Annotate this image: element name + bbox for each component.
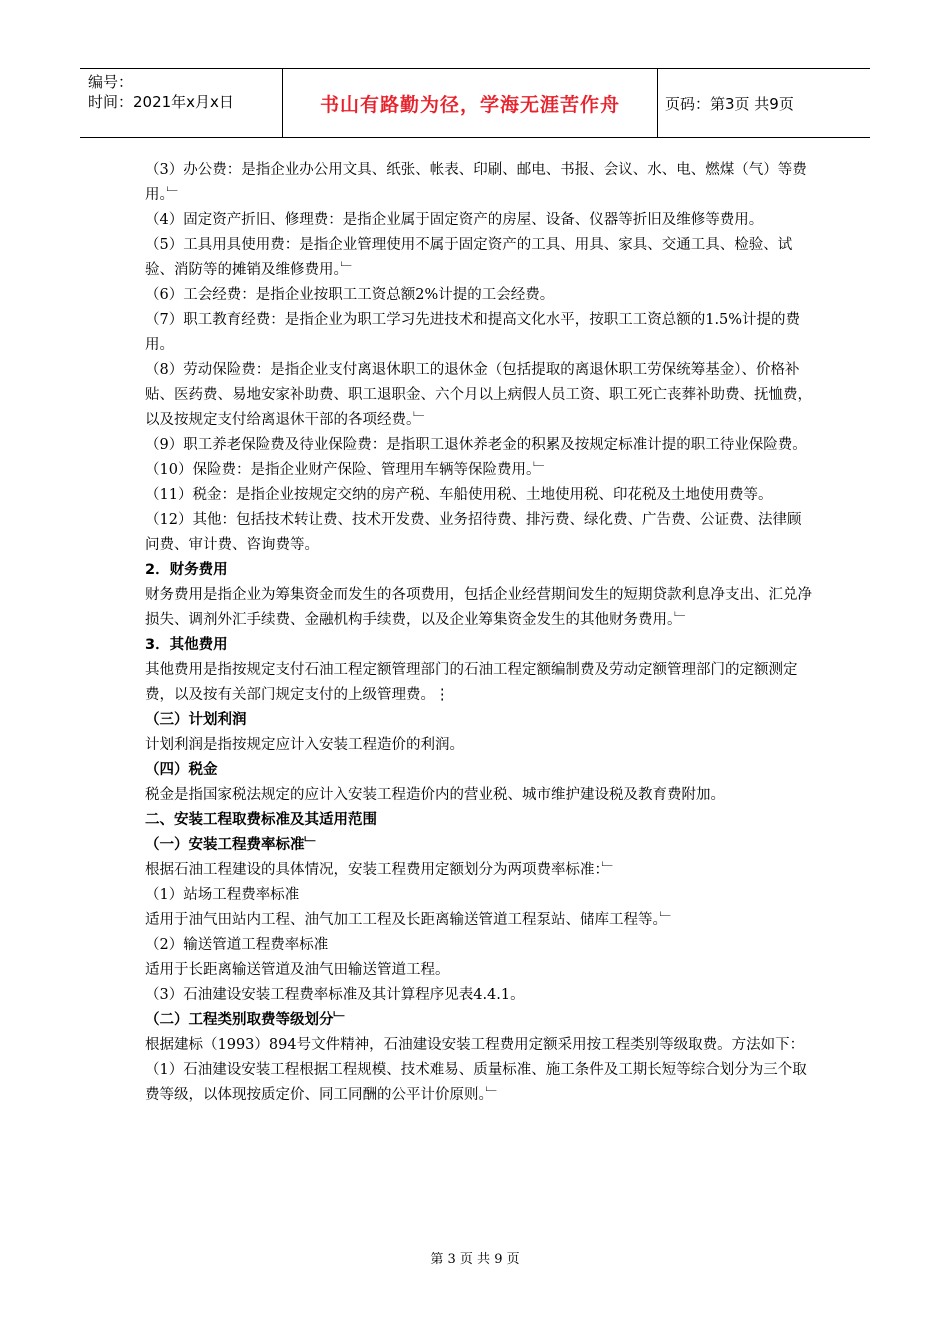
header-left-cell	[80, 69, 282, 137]
paragraph: （4）固定资产折旧、修理费：是指企业属于固定资产的房屋、设备、仪器等折旧及维修等费用。	[145, 212, 764, 228]
section-heading: （四）税金	[145, 762, 218, 778]
section-heading: 二、安装工程取费标准及其适用范围	[145, 812, 377, 828]
paragraph: 财务费用是指企业为筹集资金而发生的各项费用，包括企业经营期间发生的短期贷款利息净支出、汇兑净损失、调剂外汇手续费、金融机构手续费，以及企业筹集资金发生的其他财务费用。﹂	[145, 587, 812, 628]
page-number-label: 页码：第3页 共9页	[665, 94, 794, 113]
paragraph: 根据石油工程建设的具体情况，安装工程费用定额划分为两项费率标准：﹂	[145, 862, 617, 878]
paragraph: （3）石油建设安装工程费率标准及其计算程序见表4.4.1。	[145, 987, 525, 1003]
motto: 书山有路勤为径，学海无涯苦作舟	[319, 93, 620, 116]
section-heading: 2．财务费用	[145, 562, 228, 578]
paragraph: （8）劳动保险费：是指企业支付离退休职工的退休金（包括提取的离退休职工劳保统筹基金）、价格补贴、医药费、易地安家补助费、职工退职金、六个月以上病假人员工资、职工死亡丧葬补助费、抚恤费，以及按规定支付给离退休干部的各项经费。﹂	[145, 362, 812, 428]
paragraph: （1）站场工程费率标准	[145, 887, 300, 903]
section-heading: （二）工程类别取费等级划分﹂	[145, 1012, 348, 1028]
paragraph: 其他费用是指按规定支付石油工程定额管理部门的石油工程定额编制费及劳动定额管理部门的定额测定费，以及按有关部门规定支付的上级管理费。⋮	[145, 662, 798, 703]
paragraph: 税金是指国家税法规定的应计入安装工程造价内的营业税、城市维护建设税及教育费附加。	[145, 787, 725, 803]
header-motto-cell	[282, 69, 658, 137]
paragraph: （6）工会经费：是指企业按职工工资总额2%计提的工会经费。	[145, 287, 555, 303]
document-body	[145, 158, 815, 1108]
paragraph: （10）保险费：是指企业财产保险、管理用车辆等保险费用。﹂	[145, 462, 548, 478]
paragraph: 根据建标（1993）894号文件精神，石油建设安装工程费用定额采用按工程类别等级取费。方法如下：	[145, 1037, 805, 1053]
paragraph: 计划利润是指按规定应计入安装工程造价的利润。	[145, 737, 464, 753]
paragraph: （5）工具用具使用费：是指企业管理使用不属于固定资产的工具、用具、家具、交通工具、检验、试验、消防等的摊销及维修费用。﹂	[145, 237, 793, 278]
section-heading: （三）计划利润	[145, 712, 247, 728]
page-footer: 第 3 页 共 9 页	[430, 1252, 520, 1267]
paragraph: （11）税金：是指企业按规定交纳的房产税、车船使用税、土地使用税、印花税及土地使用费等。	[145, 487, 773, 503]
page-header	[80, 68, 870, 138]
paragraph: 适用于长距离输送管道及油气田输送管道工程。	[145, 962, 450, 978]
paragraph: （12）其他：包括技术转让费、技术开发费、业务招待费、排污费、绿化费、广告费、公证费、法律顾问费、审计费、咨询费等。	[145, 512, 802, 553]
paragraph: （9）职工养老保险费及待业保险费：是指职工退休养老金的积累及按规定标准计提的职工待业保险费。	[145, 437, 807, 453]
section-heading: （一）安装工程费率标准﹂	[145, 837, 319, 853]
number-label: 编号：	[88, 73, 134, 91]
paragraph: （2）输送管道工程费率标准	[145, 937, 329, 953]
paragraph: （3）办公费：是指企业办公用文具、纸张、帐表、印刷、邮电、书报、会议、水、电、燃煤（气）等费用。﹂	[145, 162, 807, 203]
date-label: 时间：2021年x月x日	[88, 93, 234, 111]
section-heading: 3．其他费用	[145, 637, 228, 653]
paragraph: 适用于油气田站内工程、油气加工工程及长距离输送管道工程泵站、储库工程等。﹂	[145, 912, 675, 928]
paragraph: （7）职工教育经费：是指企业为职工学习先进技术和提高文化水平，按职工工资总额的1.5%计提的费用。	[145, 312, 801, 353]
paragraph: （1）石油建设安装工程根据工程规模、技术难易、质量标准、施工条件及工期长短等综合划分为三个取费等级，以体现按质定价、同工同酬的公平计价原则。﹂	[145, 1062, 807, 1103]
